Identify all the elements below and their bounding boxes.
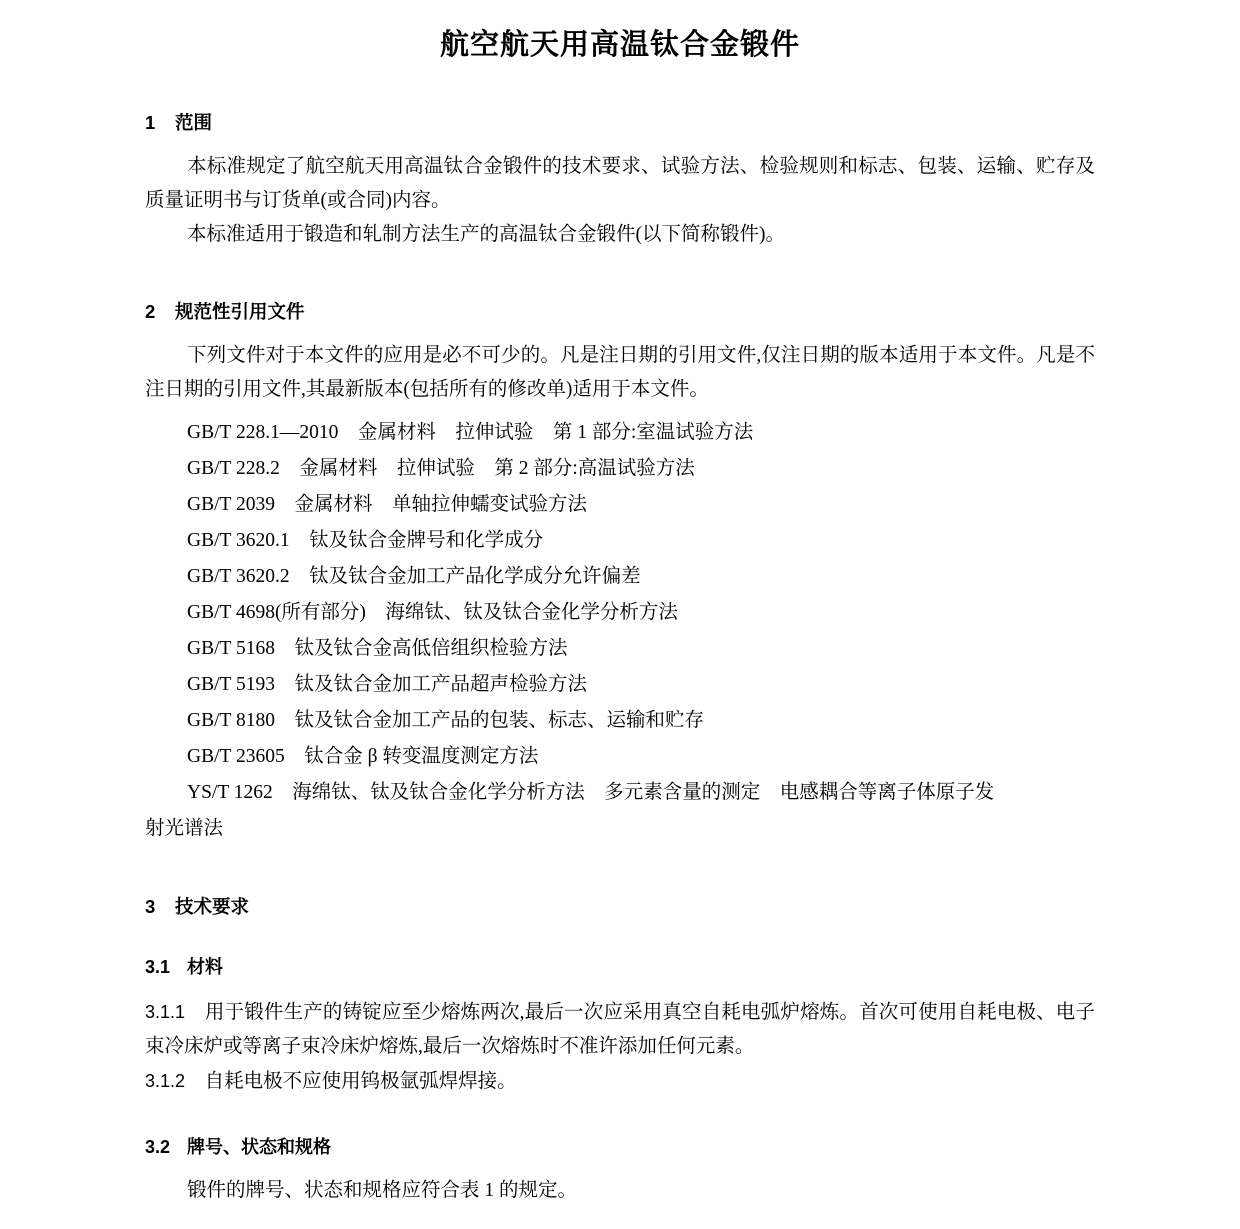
document-body	[145, 109, 1095, 1208]
clause-3-1-2	[145, 1064, 1095, 1099]
reference-item: YS/T 1262 海绵钛、钛及钛合金化学分析方法 多元素含量的测定 电感耦合等离子体原子发	[187, 782, 995, 803]
subsection-heading-3-1	[145, 953, 1095, 979]
subsection-heading-3-2	[145, 1133, 1095, 1159]
reference-item: GB/T 228.2 金属材料 拉伸试验 第 2 部分:高温试验方法	[187, 458, 695, 479]
subsection-number-3-1: 3.1	[145, 957, 171, 977]
page-title: 航空航天用高温钛合金锻件	[439, 29, 800, 61]
clause-number-3-1-1: 3.1.1	[145, 1002, 186, 1022]
normative-reference-list	[145, 415, 1095, 847]
section-heading-2	[145, 298, 1095, 324]
reference-item: GB/T 23605 钛合金 β 转变温度测定方法	[187, 746, 539, 767]
section-title-1: 范围	[175, 112, 213, 133]
reference-item: GB/T 5193 钛及钛合金加工产品超声检验方法	[187, 674, 587, 695]
subsection-3-2-paragraph-1: 锻件的牌号、状态和规格应符合表 1 的规定。	[187, 1180, 578, 1201]
clause-text-3-1-1: 用于锻件生产的铸锭应至少熔炼两次,最后一次应采用真空自耗电弧炉熔炼。首次可使用自耗电极、电子束冷床炉或等离子束冷床炉熔炼,最后一次熔炼时不准许添加任何元素。	[145, 1002, 1095, 1057]
reference-item: GB/T 4698(所有部分) 海绵钛、钛及钛合金化学分析方法	[187, 602, 678, 623]
section1-paragraph-2: 本标准适用于锻造和轧制方法生产的高温钛合金锻件(以下简称锻件)。	[187, 224, 785, 245]
clause-3-1-1	[145, 995, 1095, 1064]
subsection-title-3-2: 牌号、状态和规格	[187, 1137, 331, 1157]
section-title-3: 技术要求	[175, 896, 250, 917]
section-title-2: 规范性引用文件	[175, 301, 305, 322]
reference-item: GB/T 3620.2 钛及钛合金加工产品化学成分允许偏差	[187, 566, 641, 587]
subsection-number-3-2: 3.2	[145, 1137, 171, 1157]
reference-item: GB/T 228.1—2010 金属材料 拉伸试验 第 1 部分:室温试验方法	[187, 422, 754, 443]
clause-text-3-1-2: 自耗电极不应使用钨极氩弧焊焊接。	[204, 1071, 517, 1092]
reference-item: GB/T 8180 钛及钛合金加工产品的包装、标志、运输和贮存	[187, 710, 704, 731]
reference-item: GB/T 5168 钛及钛合金高低倍组织检验方法	[187, 638, 568, 659]
subsection-title-3-1: 材料	[187, 957, 223, 977]
section-number-2: 2	[145, 301, 156, 322]
section-number-1: 1	[145, 112, 156, 133]
reference-item: GB/T 2039 金属材料 单轴拉伸蠕变试验方法	[187, 494, 587, 515]
section-number-3: 3	[145, 896, 156, 917]
clause-number-3-1-2: 3.1.2	[145, 1071, 186, 1091]
section-heading-1	[145, 109, 1095, 135]
section-heading-3	[145, 893, 1095, 919]
reference-item-continuation: 射光谱法	[145, 818, 224, 839]
section2-paragraph-1: 下列文件对于本文件的应用是必不可少的。凡是注日期的引用文件,仅注日期的版本适用于本文件。凡是不注日期的引用文件,其最新版本(包括所有的修改单)适用于本文件。	[145, 345, 1095, 400]
section1-paragraph-1: 本标准规定了航空航天用高温钛合金锻件的技术要求、试验方法、检验规则和标志、包装、运输、贮存及质量证明书与订货单(或合同)内容。	[145, 156, 1095, 211]
reference-item: GB/T 3620.1 钛及钛合金牌号和化学成分	[187, 530, 544, 551]
